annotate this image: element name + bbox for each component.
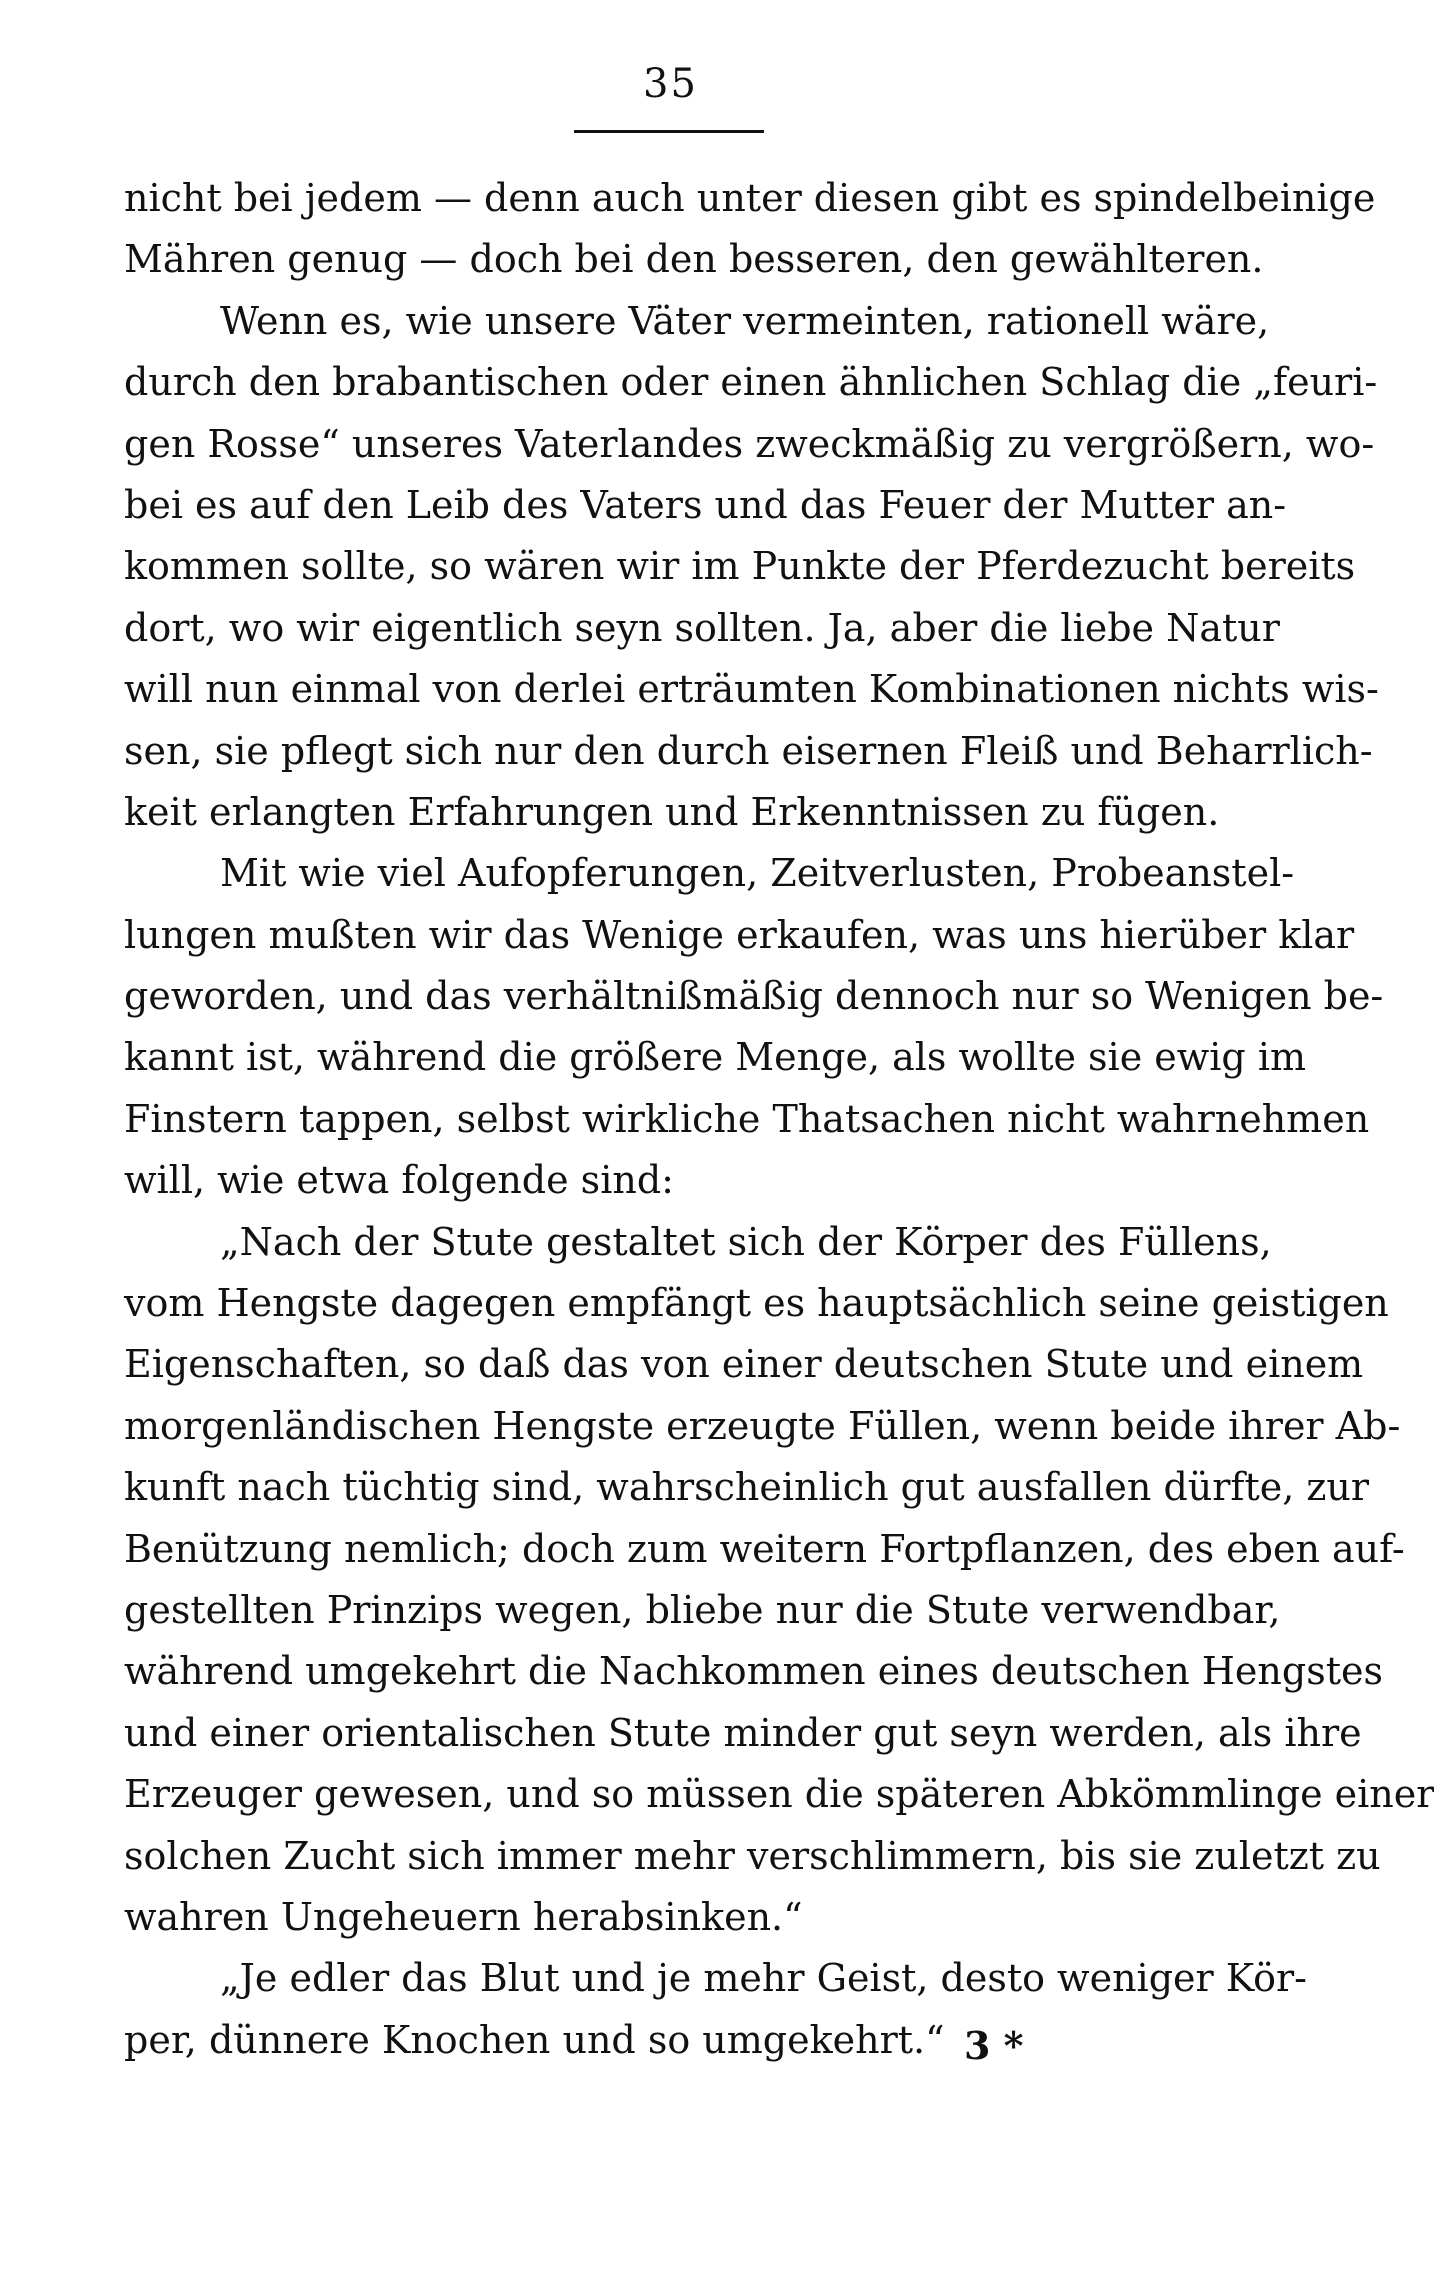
- text-line: kunft nach tüchtig sind, wahrscheinlich gut ausfallen dürfte, zur: [124, 1465, 1370, 1510]
- signature-mark: 3 *: [964, 2023, 1024, 2068]
- text-line: sen, sie pflegt sich nur den durch eisernen Fleiß und Beharrlich-: [124, 728, 1373, 773]
- text-line: „Je edler das Blut und je mehr Geist, desto weniger Kör-: [220, 1956, 1308, 2001]
- text-line: will, wie etwa folgende sind:: [124, 1158, 674, 1203]
- text-line: kommen sollte, so wären wir im Punkte der Pferdezucht bereits: [124, 544, 1356, 589]
- text-line: Mähren genug — doch bei den besseren, den gewählteren.: [124, 237, 1264, 282]
- text-line: morgenländischen Hengste erzeugte Füllen, wenn beide ihrer Ab-: [124, 1403, 1401, 1448]
- text-line: will nun einmal von derlei erträumten Kombinationen nichts wis-: [124, 667, 1379, 712]
- text-line: wahren Ungeheuern herabsinken.“: [124, 1894, 803, 1939]
- text-line: lungen mußten wir das Wenige erkaufen, was uns hierüber klar: [124, 912, 1355, 957]
- text-line: gen Rosse“ unseres Vaterlandes zweckmäßig zu vergrößern, wo-: [124, 421, 1375, 466]
- text-line: kannt ist, während die größere Menge, als wollte sie ewig im: [124, 1035, 1307, 1080]
- text-line: per, dünnere Knochen und so umgekehrt.“: [124, 2017, 945, 2062]
- header-rule: [574, 130, 764, 133]
- text-line: Mit wie viel Aufopferungen, Zeitverlusten, Probeanstel-: [220, 851, 1295, 896]
- body-text: [124, 168, 1434, 2071]
- text-line: Erzeuger gewesen, und so müssen die späteren Abkömmlinge einer: [124, 1772, 1434, 1817]
- text-line: gestellten Prinzips wegen, bliebe nur die Stute verwendbar,: [124, 1587, 1281, 1632]
- text-line: dort, wo wir eigentlich seyn sollten. Ja, aber die liebe Natur: [124, 605, 1280, 650]
- text-line: solchen Zucht sich immer mehr verschlimmern, bis sie zuletzt zu: [124, 1833, 1381, 1878]
- text-line: Finstern tappen, selbst wirkliche Thatsachen nicht wahrnehmen: [124, 1096, 1370, 1141]
- text-line: Eigenschaften, so daß das von einer deutschen Stute und einem: [124, 1342, 1364, 1387]
- text-line: „Nach der Stute gestaltet sich der Körper des Füllens,: [220, 1219, 1272, 1264]
- text-line: Wenn es, wie unsere Väter vermeinten, rationell wäre,: [220, 298, 1270, 343]
- text-line: während umgekehrt die Nachkommen eines deutschen Hengstes: [124, 1649, 1383, 1694]
- text-line: geworden, und das verhältnißmäßig dennoch nur so Wenigen be-: [124, 974, 1384, 1019]
- text-line: und einer orientalischen Stute minder gut seyn werden, als ihre: [124, 1710, 1362, 1755]
- text-line: vom Hengste dagegen empfängt es hauptsächlich seine geistigen: [124, 1281, 1389, 1326]
- text-line: durch den brabantischen oder einen ähnlichen Schlag die „feuri-: [124, 360, 1378, 405]
- text-line: nicht bei jedem — denn auch unter diesen gibt es spindelbeinige: [124, 176, 1376, 220]
- page-number: 35: [643, 61, 698, 107]
- text-line: bei es auf den Leib des Vaters und das Feuer der Mutter an-: [124, 482, 1287, 527]
- text-line: keit erlangten Erfahrungen und Erkenntnissen zu fügen.: [124, 789, 1220, 834]
- text-line: Benützung nemlich; doch zum weitern Fortpflanzen, des eben auf-: [124, 1526, 1405, 1571]
